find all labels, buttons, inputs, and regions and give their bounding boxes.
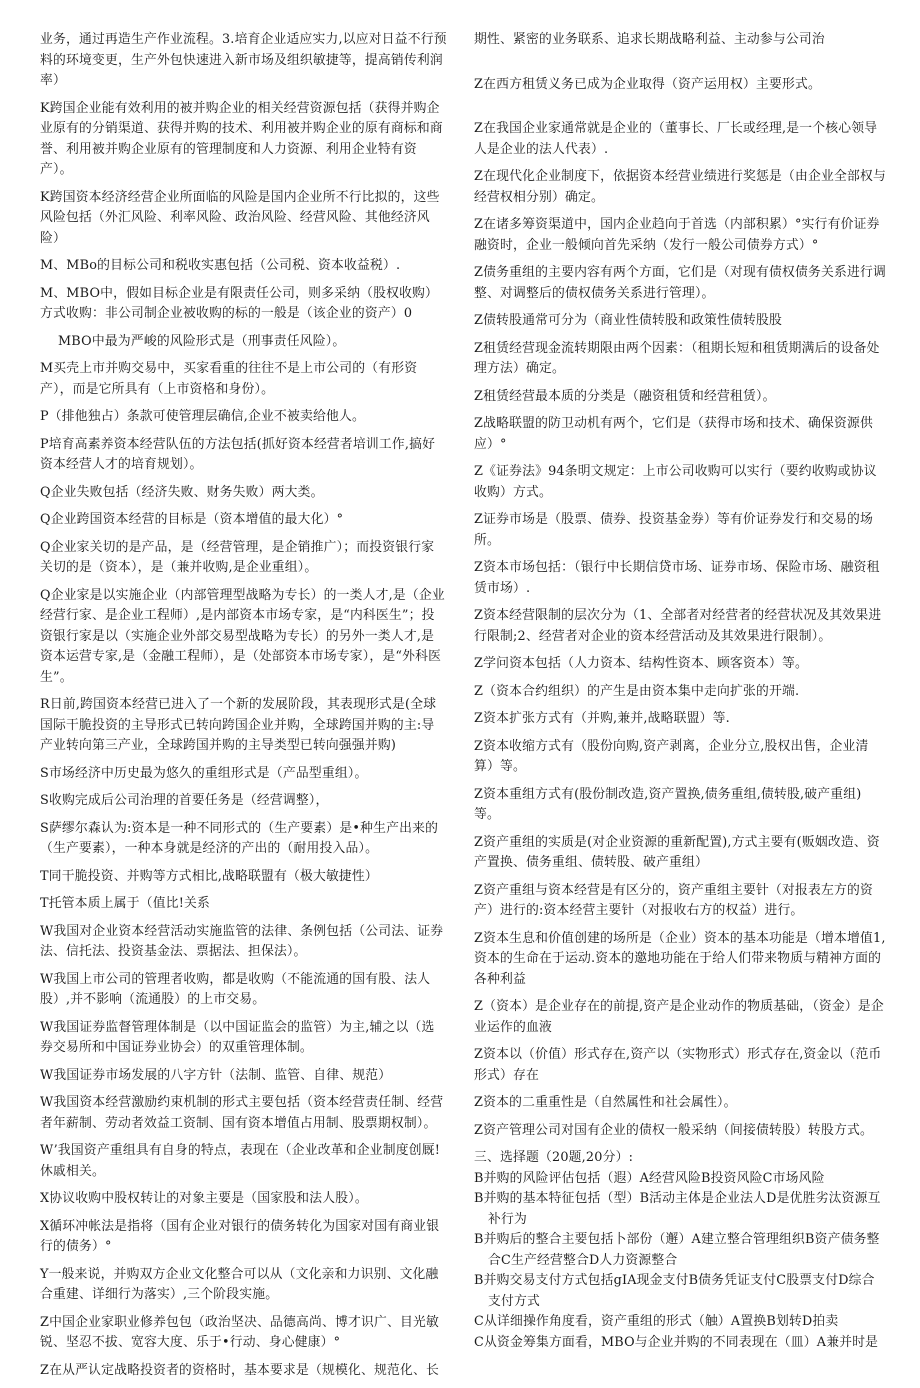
paragraph-text: Z中国企业家职业修养包包（政治坚决、品德高尚、博才识广、目光敏锐、坚忍不拔、宽容大度、乐于•行动、身心健康）°	[40, 1314, 439, 1350]
paragraph	[40, 695, 447, 757]
choice-question	[474, 1312, 886, 1333]
paragraph	[40, 1265, 447, 1306]
paragraph	[474, 339, 886, 380]
paragraph-text: R日前,跨国资本经营已进入了一个新的发展阶段，其表现形式是(全球国际干脆投资的主导形式已转向跨国企业并购，全球跨国并购的主:导产业转向第三产业，全球跨国并购的主导类型已转向强强并购)	[40, 697, 437, 753]
paragraph-text: Z资本市场包括：（银行中长期信贷市场、证券市场、保险市场、融资租赁市场）.	[474, 560, 880, 596]
paragraph-text: Z战略联盟的防卫动机有两个，它们是（获得市场和技术、确保资源供应）°	[474, 416, 873, 452]
paragraph-text: K跨国资本经济经营企业所面临的风险是国内企业所不行比拟的，这些风险包括（外汇风险、利率风险、政治风险、经营风险、其他经济风险）	[40, 189, 440, 246]
question-text: B并购交易支付方式包括gIA现金支付B债务凭证支付C股票支付D综合支付方式	[474, 1273, 875, 1309]
paragraph	[40, 359, 447, 400]
question-text: B并购的风险评估包括（遐）A经营风险B投资风险C市场风险	[474, 1170, 825, 1186]
paragraph	[40, 867, 447, 888]
paragraph-text: W我国资本经营激励约束机制的形式主要包括（资本经营责任制、经营者年薪制、劳动者效益工资制、国有资本增值占用制、股票期权制）。	[40, 1095, 444, 1131]
paragraph-text: Q企业家是以实施企业（内部管理型战略为专长）的一类人才,是（企业经营行家、是企业工程师）,是内部资本市场专家，是“内科医生”；投资银行家是以（实施企业外部交易型战略为专长）的另外一类人才,是资本运营专家,是（金融工程师），是（处部资本市场专家），是“外科医生”。	[40, 587, 445, 685]
paragraph-text: Z债转股通常可分为（商业性债转股和政策性债转股股	[474, 313, 783, 328]
paragraph	[40, 538, 447, 579]
paragraph-text: Z资本重组方式有(股份制改造,资产置换,债务重组,债转股,破产重组)等。	[474, 786, 862, 822]
paragraph-text: Z在诸多筹资渠道中，国内企业趋向于首选（内部积累）°实行有价证券融资时，企业一般倾向首先采纳（发行一般公司债券方式）°	[474, 217, 880, 253]
paragraph	[474, 997, 886, 1038]
paragraph-text: Z租赁经营现金流转期限由两个因素：（租期长短和租赁期满后的设备处理方法）确定。	[474, 340, 880, 376]
left-column	[40, 30, 447, 1388]
paragraph-text: Z证券市场是（股票、债券、投资基金券）等有价证券发行和交易的场所。	[474, 512, 873, 548]
paragraph	[474, 833, 886, 874]
paragraph	[40, 764, 447, 785]
paragraph-text: Z租赁经营最本质的分类是（融资租赁和经营租赁）。	[474, 388, 776, 404]
paragraph	[474, 682, 886, 703]
paragraph-text: S萨缪尔森认为:资本是一种不同形式的（生产要素）是•种生产出来的（生产要素），一种本身就是经济的产出的（耐用投入品）。	[40, 820, 439, 856]
paragraph	[474, 167, 886, 208]
paragraph	[474, 311, 886, 332]
paragraph	[474, 785, 886, 826]
paragraph	[474, 387, 886, 408]
paragraph-text: M、MBo的目标公司和税收实惠包括（公司税、资本收益税）.	[40, 258, 401, 273]
paragraph-text: W我国上市公司的管理者收购，都是收购（不能流通的国有股、法人股）,并不影响（流通股）的上市交易。	[40, 971, 431, 1007]
paragraph	[474, 75, 886, 96]
paragraph-text: Z资本经营限制的层次分为（1、全部者对经营者的经营状况及其效果进行限制;2、经营者对企业的资本经营活动及其效果进行限制）。	[474, 608, 882, 644]
paragraph	[474, 558, 886, 599]
paragraph	[474, 215, 886, 256]
question-text: C从详细操作角度看，资产重组的形式（触）A置换B划转D拍卖	[474, 1314, 839, 1329]
paragraph	[40, 970, 447, 1011]
paragraph-text: W’我国资产重组具有自身的特点，表现在（企业改革和企业制度创厩!休戚相关。	[40, 1143, 441, 1179]
paragraph-text: S收购完成后公司治理的首要任务是（经营调整），	[40, 793, 329, 808]
paragraph-text: Z资产重组的实质是(对企业资源的重新配置),方式主要有(贩姻改造、资产置换、债务重组、债转股、破产重组）	[474, 834, 880, 870]
paragraph	[474, 1121, 886, 1142]
paragraph-text: S市场经济中历史最为悠久的重组形式是（产品型重组）。	[40, 765, 368, 781]
paragraph-text: Z资产管理公司对国有企业的债权一般采纳（间接债转股）转股方式。	[474, 1122, 873, 1138]
paragraph	[474, 606, 886, 647]
paragraph	[474, 1045, 886, 1086]
paragraph-text: P培育高素养资本经营队伍的方法包括(抓好资本经营者培训工作,搞好资本经营人才的培育规划）。	[40, 436, 436, 472]
paragraph	[40, 791, 447, 812]
question-text: B并购的基本特征包括（型）B活动主体是企业法人D是优胜劣汰资源互补行为	[474, 1191, 881, 1227]
paragraph-text: K跨国企业能有效利用的被并购企业的相关经营资源包括（获得并购企业原有的分销渠道、获得并购的技术、利用被并购企业的原有商标和商誉、利用被并购企业原有的管理制度和人力资源、利用企业特有资产）。	[40, 100, 443, 177]
paragraph-text: X协议收购中股权转让的对象主要是（国家股和法人股）。	[40, 1191, 368, 1206]
paragraph-text: Q企业失败包括（经济失败、财务失败）两大类。	[40, 484, 324, 500]
paragraph-text: M、MBO中，假如目标企业是有限责任公司，则多采纳（股权收购）方式收购：非公司制企业被收购的标的一般是（该企业的资产）0	[40, 285, 439, 321]
paragraph-text: Z债务重组的主要内容有两个方面，它们是（对现有债权债务关系进行调整、对调整后的债权债务关系进行管理）。	[474, 265, 886, 301]
paragraph-text: X循环冲帐法是指将（国有企业对银行的债务转化为国家对国有商业银行的债务）°	[40, 1218, 440, 1254]
paragraph	[474, 654, 886, 675]
paragraph	[40, 99, 447, 181]
paragraph-text: Q企业家关切的是产品，是（经营管理，是企销推广）；而投资银行家关切的是（资本），是（兼并收购,是企业重组）。	[40, 539, 435, 575]
paragraph	[40, 1189, 447, 1210]
paragraph	[40, 332, 447, 353]
paragraph	[40, 1313, 447, 1354]
paragraph-text: Z（资本合约组织）的产生是由资本集中走向扩张的开端.	[474, 683, 800, 699]
paragraph	[40, 894, 447, 915]
paragraph-text: Z在我国企业家通常就是企业的（董事长、厂长或经理,是一个核心领导人是企业的法人代表）.	[474, 121, 878, 157]
paragraph	[40, 1018, 447, 1059]
paragraph-text: Z学问资本包括（人力资本、结构性资本、顾客资本）等。	[474, 656, 809, 671]
paragraph	[40, 435, 447, 476]
question-text: C从资金筹集方面看，MBO与企业并购的不同表现在（皿）A兼并时是	[474, 1334, 879, 1350]
paragraph	[474, 929, 886, 991]
choice-question	[474, 1189, 886, 1230]
paragraph-text: W我国证券监督管理体制是（以中国证监会的监管）为主,辅之以（选券交易所和中国证券业协会）的双重管理体制。	[40, 1019, 435, 1055]
choice-question	[474, 1169, 886, 1190]
right-column	[474, 30, 886, 1353]
choice-question	[474, 1271, 886, 1312]
paragraph	[40, 510, 447, 531]
paragraph	[474, 414, 886, 455]
paragraph	[474, 119, 886, 160]
paragraph-text: Z资本以（价值）形式存在,资产以（实物形式）形式存在,资金以（范币形式）存在	[474, 1047, 882, 1083]
paragraph-text: W我国对企业资本经营活动实施监管的法律、条例包括（公司法、证券法、信托法、投资基金法、票据法、担保法）。	[40, 923, 444, 959]
paragraph-text: Z在西方租赁义务已成为企业取得（资产运用权）主要形式。	[474, 76, 822, 92]
paragraph-text: Z（资本）是企业存在的前提,资产是企业动作的物质基础，（资金）是企业运作的血液	[474, 999, 884, 1035]
paragraph	[40, 586, 447, 689]
paragraph-text: Z资本收缩方式有（股份向购,资产剥离，企业分立,股权出售，企业清算）等。	[474, 738, 869, 774]
paragraph	[474, 510, 886, 551]
paragraph-text: W我国证券市场发展的八字方针（法制、监管、自律、规范）	[40, 1067, 392, 1083]
paragraph-text: Z在从严认定战略投资者的资格时，基本要求是（规模化、规范化、长	[40, 1362, 439, 1378]
paragraph-text: Z资产重组与资本经营是有区分的，资产重组主要针（对报表左方的资产）进行的:资本经营主要针（对报收右方的权益）进行。	[474, 882, 873, 918]
paragraph-text: Z资本的二重重性是（自然属性和社会属性）。	[474, 1095, 737, 1110]
paragraph-text: Z《证券法》94条明文规定：上市公司收购可以实行（要约收购或协议收购）方式。	[474, 464, 877, 500]
paragraph	[40, 30, 447, 92]
paragraph	[40, 1093, 447, 1134]
paragraph	[474, 1093, 886, 1114]
paragraph-text: Z资本扩张方式有（并购,兼并,战略联盟）等.	[474, 711, 730, 726]
paragraph-text: Q企业跨国资本经营的目标是（资本增值的最大化）°	[40, 512, 344, 527]
paragraph	[474, 737, 886, 778]
paragraph	[40, 256, 447, 277]
choice-question	[474, 1333, 886, 1354]
paragraph	[474, 881, 886, 922]
question-text: B并购后的整合主要包括卜部份（邂）A建立整合管理组织B资产债务整合C生产经营整合D人力资源整合	[474, 1232, 880, 1268]
paragraph-text: MBO中最为严峻的风险形式是（刑事责任风险）。	[58, 333, 346, 349]
paragraph-text: T同干脆投资、并购等方式相比,战略联盟有（极大敏捷性）	[40, 868, 378, 884]
paragraph-text: P（排他独占）条款可使管理层确信,企业不被卖给他人。	[40, 409, 366, 424]
paragraph	[40, 188, 447, 250]
paragraph-text: 业务，通过再造生产作业流程。3.培育企业适应实力,以应对日益不行预料的环境变更，生产外包快速进入新市场及组织敏捷等，提高销传利润率）	[40, 32, 447, 88]
paragraph	[40, 483, 447, 504]
paragraph	[474, 263, 886, 304]
paragraph	[474, 462, 886, 503]
paragraph	[40, 284, 447, 325]
paragraph-text: Z资本生息和价值创建的场所是（企业）资本的基本功能是（增本增值1,资本的生命在于运动.资本的邀地功能在于给人们带来物质与精神方面的各种利益	[474, 930, 886, 987]
paragraph-text: T托管本质上属于（值比!关系	[40, 896, 211, 911]
paragraph	[40, 819, 447, 860]
section-heading: 三、选择题（20题,20分）:	[474, 1150, 634, 1165]
paragraph	[40, 922, 447, 963]
paragraph-text: Z在现代化企业制度下，依据资本经营业绩进行奖惩是（由企业全部权与经营权相分别）确定。	[474, 169, 886, 205]
paragraph	[40, 1141, 447, 1182]
choice-question	[474, 1230, 886, 1271]
paragraph	[40, 1217, 447, 1258]
paragraph	[40, 1361, 447, 1382]
paragraph	[40, 1066, 447, 1087]
paragraph-text: 期性、紧密的业务联系、追求长期战略利益、主动参与公司治	[474, 32, 825, 47]
paragraph	[474, 30, 886, 51]
paragraph	[40, 407, 447, 428]
paragraph-text: M买壳上市并购交易中，买家看重的往往不是上市公司的（有形资产），而是它所具有（上市资格和身份）。	[40, 361, 418, 397]
paragraph-text: Y一般来说，并购双方企业文化整合可以从（文化亲和力识别、文化融合重建、详细行为落实）,三个阶段实施。	[40, 1266, 439, 1302]
paragraph	[474, 709, 886, 730]
